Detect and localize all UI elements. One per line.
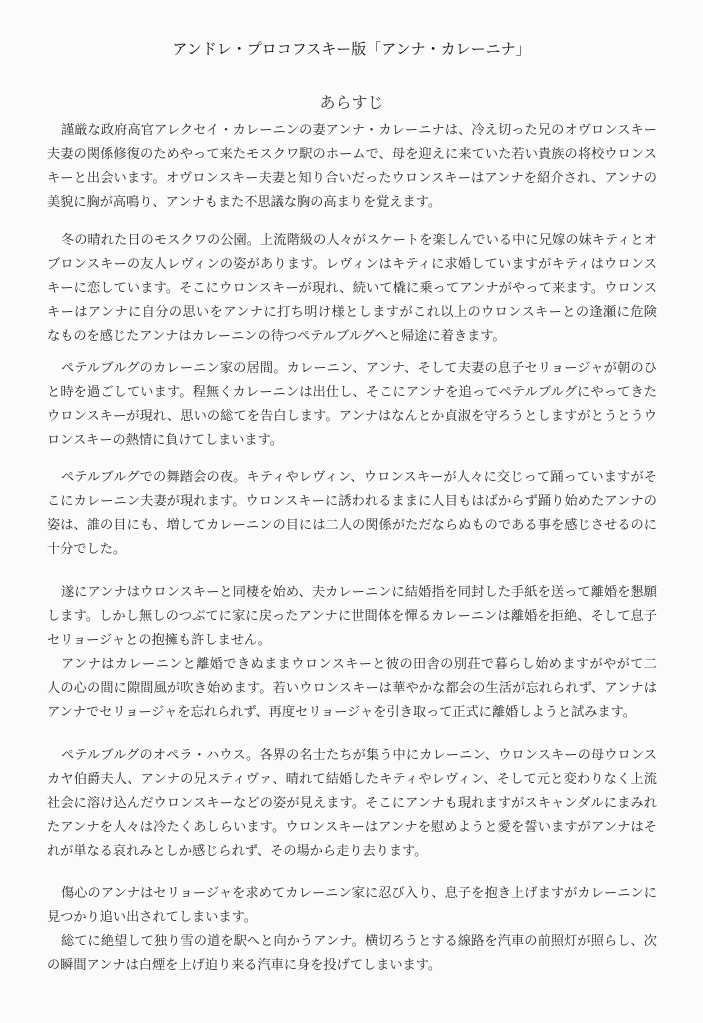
paragraph-ending — [47, 882, 657, 978]
document-title: アンドレ・プロコフスキー版「アンナ・カレーニナ」 — [172, 40, 531, 58]
text-line: キーはアンナに自分の思いをアンナに打ち明け様としますがこれ以上のウロンスキーとの逢瀬に危険 — [47, 305, 657, 320]
text-line: の瞬間アンナは白煙を上げ迫り来る汽車に身を投げてしまいます。 — [47, 958, 442, 973]
text-line: 十分でした。 — [47, 542, 127, 557]
text-line: します。しかし無しのつぶてに家に戻ったアンナに世間体を憚るカレーニンは離婚を拒絶、そして息子 — [47, 609, 657, 624]
paragraph-living-room — [47, 357, 657, 453]
text-line: 遂にアンナはウロンスキーと同棲を始め、夫カレーニンに結婚指を同封した手紙を送って離婚を懇願 — [61, 585, 657, 600]
text-line: カヤ伯爵夫人、アンナの兄スティヴァ、晴れて結婚したキティやレヴィン、そして元と変わりなく上流 — [47, 772, 657, 787]
paragraph-divorce — [47, 581, 657, 725]
paragraph-arrival — [47, 119, 657, 215]
text-line: 謹厳な政府高官アレクセイ・カレーニンの妻アンナ・カレーニナは、冷え切った兄のオヴロンスキー — [61, 123, 657, 138]
paragraph-park — [47, 229, 657, 349]
text-line: ブロンスキーの友人レヴィンの姿があります。レヴィンはキティに求婚していますがキティはウロンス — [47, 257, 657, 272]
text-line: アンナでセリョージャを忘れられず、再度セリョージャを引き取って正式に離婚しようと試みます。 — [47, 705, 636, 720]
text-line: れが単なる哀れみとしか感じられず、その場から走り去ります。 — [47, 844, 428, 859]
text-line: 傷心のアンナはセリョージャを求めてカレーニン家に忍び入り、息子を抱き上げますがカレーニンに — [61, 886, 657, 901]
text-line: キーと出会います。オヴロンスキー夫妻と知り合いだったウロンスキーはアンナを紹介され、アンナの — [47, 171, 657, 186]
text-line: 人の心の間に隙間風が吹き始めます。若いウロンスキーは華やかな都会の生活が忘れられず、アンナは — [47, 681, 657, 696]
text-line: こにカレーニン夫妻が現れます。ウロンスキーに誘われるままに人目もはばからず踊り始めたアンナの — [47, 494, 657, 509]
text-line: 夫妻の関係修復のためやって来たモスクワ駅のホームで、母を迎えに来ていた若い貴族の将校ウロンス — [47, 147, 657, 162]
text-line: ペテルブルグのオペラ・ハウス。各界の名士たちが集う中にカレーニン、ウロンスキーの母ウロンス — [61, 748, 657, 763]
text-line: 総てに絶望して独り雪の道を駅へと向かうアンナ。横切ろうとする線路を汽車の前照灯が照らし、次 — [61, 934, 657, 949]
text-line: 見つかり追い出されてしまいます。 — [47, 910, 257, 925]
text-line: ペテルブルグのカレーニン家の居間。カレーニン、アンナ、そして夫妻の息子セリョージャが朝のひ — [61, 361, 657, 376]
text-line: と時を過ごしています。程無くカレーニンは出仕し、そこにアンナを追ってペテルブルグにやってきた — [47, 385, 657, 400]
text-line: 美貌に胸が高鳴り、アンナもまた不思議な胸の高まりを覚えます。 — [47, 195, 442, 210]
text-line: たアンナを人々は冷たくあしらいます。ウロンスキーはアンナを慰めようと愛を誓いますがアンナはそ — [47, 820, 657, 835]
text-line: 社会に溶け込んだウロンスキーなどの姿が見えます。そこにアンナも現れますがスキャンダルにまみれ — [47, 796, 657, 811]
text-line: なものを感じたアンナはカレーニンの待つペテルブルグへと帰途に着きます。 — [47, 329, 506, 344]
text-line: 姿は、誰の目にも、増してカレーニンの目には二人の関係がただならぬものである事を感じさせるのに — [47, 518, 657, 533]
text-line: セリョージャとの抱擁も許しません。 — [47, 633, 272, 648]
paragraph-ball — [47, 466, 657, 562]
section-heading: あらすじ — [319, 93, 384, 112]
text-line: ウロンスキーが現れ、思いの総てを告白します。アンナはなんとか貞淑を守ろうとしますがとうとうウ — [47, 409, 657, 424]
paragraph-opera — [47, 744, 657, 864]
text-line: 冬の晴れた日のモスクワの公園。上流階級の人々がスケートを楽しんでいる中に兄嫁の妹キティとオ — [61, 233, 657, 248]
text-line: キーに恋しています。そこにウロンスキーが現れ、続いて橇に乗ってアンナがやって来ます。ウロンス — [47, 281, 657, 296]
text-line: ペテルブルグでの舞踏会の夜。キティやレヴィン、ウロンスキーが人々に交じって踊っていますがそ — [61, 470, 657, 485]
text-line: アンナはカレーニンと離婚できぬままウロンスキーと彼の田舎の別荘で暮らし始めますがやがて二 — [61, 657, 657, 672]
text-line: ロンスキーの熱情に負けてしまいます。 — [47, 433, 283, 448]
